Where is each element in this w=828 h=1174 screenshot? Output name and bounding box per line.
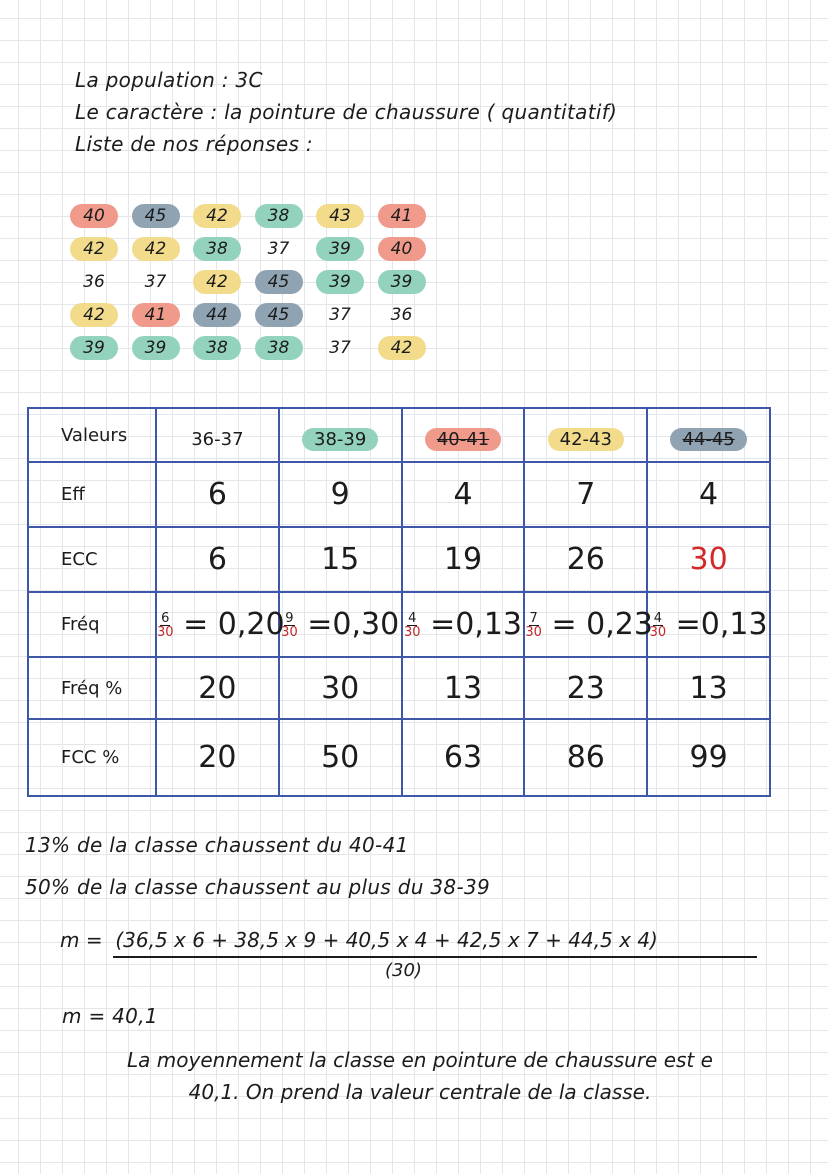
ecc-label: ECC	[28, 527, 156, 592]
response-value: 42	[378, 336, 426, 360]
response-value: 41	[132, 303, 180, 327]
freq-pct-value: 23	[524, 657, 647, 719]
eff-value: 6	[156, 462, 279, 527]
eff-value: 9	[279, 462, 402, 527]
population-line: La population : 3C	[75, 68, 263, 92]
response-value: 39	[316, 270, 364, 294]
ecc-row	[28, 527, 770, 592]
conclusion-text: La moyennement la classe en pointure de chaussure est e 40,1. On prend la valeur centrale de la classe.	[127, 1048, 713, 1104]
fcc-pct-label: FCC %	[28, 719, 156, 796]
freq-pct-row	[28, 657, 770, 719]
response-value: 45	[255, 303, 303, 327]
table-header-row	[28, 408, 770, 462]
response-value: 36	[83, 272, 105, 292]
freq-row	[28, 592, 770, 657]
freq-fraction: $\frac{4}{30}$	[649, 611, 667, 640]
response-value: 38	[255, 336, 303, 360]
response-value: 45	[132, 204, 180, 228]
fcc-pct-value: 63	[402, 719, 525, 796]
freq-fraction: $\frac{7}{30}$	[525, 611, 542, 640]
freq-fraction: $\frac{6}{30}$	[157, 611, 174, 640]
eff-value: 4	[647, 462, 770, 527]
response-value: 39	[70, 336, 118, 360]
freq-value: $\frac{6}{30}$ = 0,20	[156, 592, 279, 657]
fcc-pct-row	[28, 719, 770, 796]
class-36-37: 36-37	[156, 408, 279, 462]
response-value: 41	[378, 204, 426, 228]
freq-pct-value: 20	[156, 657, 279, 719]
response-value: 37	[267, 239, 290, 259]
response-value: 40	[70, 204, 118, 228]
freq-value: $\frac{9}{30}$ =0,30	[279, 592, 402, 657]
response-value: 42	[70, 237, 118, 261]
response-value: 42	[132, 237, 180, 261]
response-value: 38	[193, 237, 241, 261]
response-value: 42	[70, 303, 118, 327]
class-44-45: 44-45	[647, 408, 770, 462]
freq-value: $\frac{4}{30}$ =0,13	[402, 592, 525, 657]
response-value: 39	[132, 336, 180, 360]
mean-formula-numerator: m = (36,5 x 6 + 38,5 x 9 + 40,5 x 4 + 42,5 x 7 + 44,5 x 4)	[60, 928, 658, 952]
response-value: 39	[316, 237, 364, 261]
response-value: 43	[316, 204, 364, 228]
liste-line: Liste de nos réponses :	[75, 132, 313, 156]
freq-fraction: $\frac{4}{30}$	[403, 611, 421, 640]
ecc-value: 26	[524, 527, 647, 592]
freq-pct-value: 30	[279, 657, 402, 719]
caractere-line: Le caractère : la pointure de chaussure ( quantitatif)	[75, 100, 618, 124]
statement-2: 50% de la classe chaussent au plus du 38-39	[25, 875, 491, 899]
mean-result: m = 40,1	[62, 1004, 158, 1028]
mean-formula-denominator: (30)	[385, 960, 422, 981]
response-value: 39	[378, 270, 426, 294]
freq-fraction: $\frac{9}{30}$	[281, 611, 298, 640]
class-42-43: 42-43	[524, 408, 647, 462]
eff-value: 7	[524, 462, 647, 527]
class-38-39: 38-39	[279, 408, 402, 462]
response-value: 37	[329, 338, 351, 358]
response-value: 38	[193, 336, 241, 360]
ecc-value: 19	[402, 527, 525, 592]
freq-pct-value: 13	[402, 657, 525, 719]
eff-row	[28, 462, 770, 527]
class-40-41: 40-41	[402, 408, 525, 462]
response-value: 42	[193, 270, 241, 294]
fcc-pct-value: 99	[647, 719, 770, 796]
freq-pct-value: 13	[647, 657, 770, 719]
response-value: 44	[193, 303, 241, 327]
fcc-pct-value: 50	[279, 719, 402, 796]
ecc-value: 15	[279, 527, 402, 592]
header-label: Valeurs	[28, 408, 156, 462]
response-value: 37	[144, 272, 167, 292]
frequency-table	[27, 407, 771, 797]
fcc-pct-value: 86	[524, 719, 647, 796]
ecc-value: 6	[156, 527, 279, 592]
response-value: 36	[390, 305, 413, 325]
response-value: 45	[255, 270, 303, 294]
response-value: 37	[329, 305, 351, 325]
response-value: 42	[193, 204, 241, 228]
ecc-total-value: 30	[647, 527, 770, 592]
freq-value: $\frac{4}{30}$ =0,13	[647, 592, 770, 657]
fcc-pct-value: 20	[156, 719, 279, 796]
response-value: 38	[255, 204, 303, 228]
response-value: 40	[378, 237, 426, 261]
fraction-bar	[113, 956, 757, 958]
eff-value: 4	[402, 462, 525, 527]
freq-value: $\frac{7}{30}$ = 0,23	[524, 592, 647, 657]
eff-label: Eff	[28, 462, 156, 527]
freq-label: Fréq	[28, 592, 156, 657]
freq-pct-label: Fréq %	[28, 657, 156, 719]
statement-1: 13% de la classe chaussent du 40-41	[25, 833, 409, 857]
